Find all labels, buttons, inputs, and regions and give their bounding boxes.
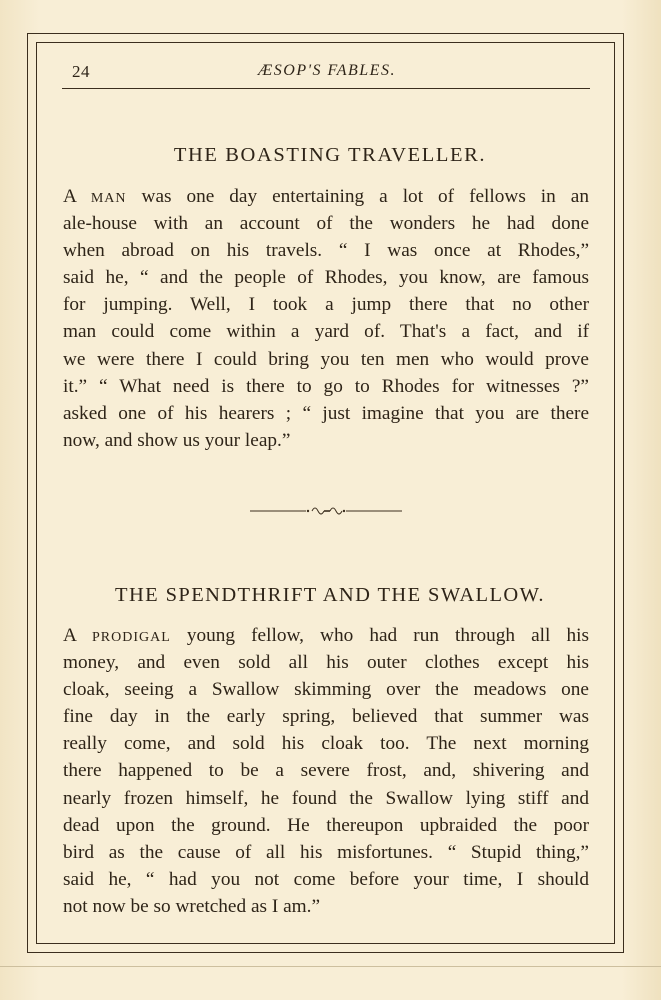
lead-word: A bbox=[63, 625, 76, 646]
lead-smallcaps: man bbox=[90, 186, 127, 207]
fable-title: THE SPENDTHRIFT AND THE SWALLOW. bbox=[115, 584, 545, 606]
text-line: really come, and sold his cloak too. The next morning bbox=[63, 733, 589, 755]
page-bottom-edge bbox=[0, 966, 661, 967]
text-line-content: was one day entertaining a lot of fellows in an bbox=[141, 186, 589, 207]
text-line: fine day in the early spring, believed that summer was bbox=[63, 706, 589, 728]
text-line: said he, “ had you not come before your time, I should bbox=[63, 868, 589, 890]
running-title: ÆSOP'S FABLES. bbox=[258, 62, 396, 79]
text-line: said he, “ and the people of Rhodes, you know, are famous bbox=[63, 267, 589, 289]
running-header bbox=[62, 58, 592, 86]
header-rule bbox=[62, 88, 590, 89]
text-line bbox=[63, 622, 589, 649]
text-line: when abroad on his travels. “ I was once at Rhodes,” bbox=[63, 240, 589, 262]
text-line: money, and even sold all his outer clothes except his bbox=[63, 652, 589, 674]
lead-smallcaps: prodigal bbox=[91, 625, 171, 646]
text-line: we were there I could bring you ten men who would prove bbox=[63, 348, 589, 370]
text-line: nearly frozen himself, he found the Swallow lying stiff and bbox=[63, 787, 589, 809]
text-line: not now be so wretched as I am.” bbox=[63, 895, 321, 917]
text-line: it.” “ What need is there to go to Rhodes for witnesses ?” bbox=[63, 375, 589, 397]
page-number: 24 bbox=[72, 62, 90, 81]
text-line bbox=[63, 183, 589, 210]
text-line: dead upon the ground. He thereupon upbraided the poor bbox=[63, 814, 589, 836]
fable-title: THE BOASTING TRAVELLER. bbox=[173, 144, 487, 166]
text-line: now, and show us your leap.” bbox=[63, 429, 291, 451]
text-line: asked one of his hearers ; “ just imagine that you are there bbox=[63, 402, 589, 424]
text-line: for jumping. Well, I took a jump there that no other bbox=[63, 294, 589, 316]
text-line: man could come within a yard of. That's a fact, and if bbox=[63, 321, 589, 343]
divider-ornament bbox=[250, 503, 402, 519]
lead-word: A bbox=[63, 186, 76, 207]
text-line: cloak, seeing a Swallow skimming over the meadows one bbox=[63, 679, 589, 701]
fable-body bbox=[63, 622, 589, 920]
text-line-content: young fellow, who had run through all his bbox=[186, 625, 589, 646]
fable-body bbox=[63, 183, 589, 454]
text-line: there happened to be a severe frost, and, shivering and bbox=[63, 760, 589, 782]
text-line: bird as the cause of all his misfortunes. “ Stupid thing,” bbox=[63, 841, 589, 863]
text-line: ale-house with an account of the wonders he had done bbox=[63, 213, 589, 235]
